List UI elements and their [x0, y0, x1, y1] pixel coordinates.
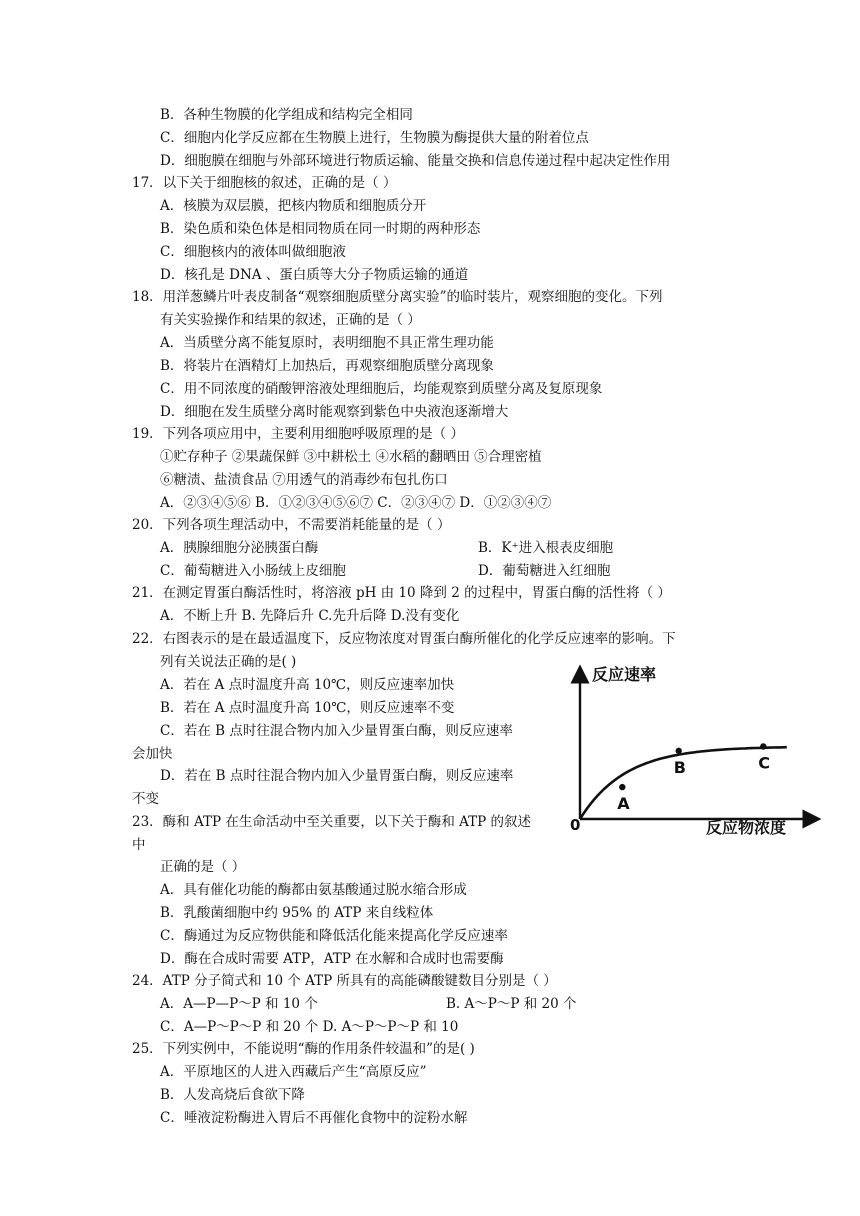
q24-stem: 24．ATP 分子简式和 10 个 ATP 所具有的高能磷酸键数目分别是（ ）: [132, 973, 557, 989]
q17-option-b: B．染色质和染色体是相同物质在同一时期的两种形态: [160, 221, 481, 237]
q18-stem-line1: 18．用洋葱鳞片叶表皮制备“观察细胞质壁分离实验”的临时装片，观察细胞的变化。下列: [132, 289, 663, 305]
q17-option-d: D．核孔是 DNA 、蛋白质等大分子物质运输的通道: [160, 267, 469, 283]
q18-stem-line2: 有关实验操作和结果的叙述，正确的是（ ）: [160, 312, 421, 328]
q23-option-b: B．乳酸菌细胞中约 95% 的 ATP 来自线粒体: [160, 905, 434, 921]
q19-items-line1: ①贮存种子 ②果蔬保鲜 ③中耕松土 ④水稻的翻晒田 ⑤合理密植: [160, 449, 542, 465]
q18-option-b: B．将装片在酒精灯上加热后，再观察细胞质壁分离现象: [160, 358, 494, 374]
q18-option-d: D．细胞在发生质壁分离时能观察到紫色中央液泡逐渐增大: [160, 404, 509, 420]
q23-stem-wrap: 中: [132, 837, 146, 853]
q20-option-d: D．葡萄糖进入红细胞: [478, 563, 611, 579]
q20-stem: 20．下列各项生理活动中，不需要消耗能量的是（ ）: [132, 517, 451, 533]
q21-options: A．不断上升 B. 先降后升 C.先升后降 D.没有变化: [160, 608, 460, 624]
q23-option-c: C．酶通过为反应物供能和降低活化能来提高化学反应速率: [160, 928, 508, 944]
q17-option-a: A．核膜为双层膜，把核内物质和细胞质分开: [160, 198, 427, 214]
prev-option-b: B．各种生物膜的化学组成和结构完全相同: [160, 107, 413, 123]
q22-option-c-line2: 会加快: [132, 746, 173, 762]
q20-option-a: A．胰腺细胞分泌胰蛋白酶: [160, 540, 319, 556]
q24-option-b: B. A～P～P 和 20 个: [446, 996, 577, 1012]
reaction-rate-chart: [560, 656, 822, 842]
q23-stem-line1: 23．酶和 ATP 在生命活动中至关重要，以下关于酶和 ATP 的叙述: [132, 814, 532, 830]
q25-option-a: A．平原地区的人进入西藏后产生“高原反应”: [160, 1064, 427, 1080]
point-label-b: B: [673, 757, 686, 777]
q24-options-cd: C．A—P～P～P 和 20 个 D. A～P～P～P 和 10: [160, 1019, 459, 1035]
prev-option-c: C．细胞内化学反应都在生物膜上进行，生物膜为酶提供大量的附着位点: [160, 130, 589, 146]
q25-option-b: B．人发高烧后食欲下降: [160, 1087, 305, 1103]
q17-stem: 17．以下关于细胞核的叙述，正确的是（ ）: [132, 175, 397, 191]
y-axis-label: 反应速率: [592, 665, 657, 684]
point-label-c: C: [758, 753, 771, 773]
q20-option-c: C．葡萄糖进入小肠绒上皮细胞: [160, 563, 346, 579]
q18-option-c: C．用不同浓度的硝酸钾溶液处理细胞后，均能观察到质壁分离及复原现象: [160, 381, 603, 397]
q20-option-b: B．K⁺进入根表皮细胞: [478, 540, 614, 556]
q17-option-c: C．细胞核内的液体叫做细胞液: [160, 244, 346, 260]
q25-option-c: C．唾液淀粉酶进入胃后不再催化食物中的淀粉水解: [160, 1110, 468, 1126]
q22-stem-line1: 22．右图表示的是在最适温度下，反应物浓度对胃蛋白酶所催化的化学反应速率的影响。下: [132, 631, 676, 647]
q22-stem-line2: 列有关说法正确的是( ): [160, 654, 297, 670]
q19-options: A．②③④⑤⑥ B．①②③④⑤⑥⑦ C．②③④⑦ D．①②③④⑦: [160, 495, 552, 511]
q19-stem: 19．下列各项应用中，主要利用细胞呼吸原理的是（ ）: [132, 426, 464, 442]
q23-stem-line2: 正确的是（ ）: [160, 859, 246, 875]
q23-option-d: D．酶在合成时需要 ATP，ATP 在水解和合成时也需要酶: [160, 951, 504, 967]
q22-option-a: A．若在 A 点时温度升高 10℃，则反应速率加快: [160, 677, 455, 693]
q22-option-d-line2: 不变: [132, 791, 159, 807]
q21-stem: 21．在测定胃蛋白酶活性时，将溶液 pH 由 10 降到 2 的过程中，胃蛋白酶的活性将（ ）: [132, 585, 671, 601]
q22-option-d-line1: D．若在 B 点时往混合物内加入少量胃蛋白酶，则反应速率: [160, 768, 514, 784]
prev-option-d: D．细胞膜在细胞与外部环境进行物质运输、能量交换和信息传递过程中起决定性作用: [160, 153, 671, 169]
point-label-a: A: [617, 794, 630, 814]
q23-option-a: A．具有催化功能的酶都由氨基酸通过脱水缩合形成: [160, 882, 467, 898]
q25-stem: 25．下列实例中，不能说明“酶的作用条件较温和”的是( ): [132, 1041, 475, 1057]
point-b: [676, 748, 682, 754]
q24-option-a: A．A—P—P～P 和 10 个: [160, 996, 318, 1012]
point-a: [619, 784, 625, 790]
point-c: [760, 743, 766, 749]
x-axis-label: 反应物浓度: [706, 818, 787, 837]
q18-option-a: A．当质壁分离不能复原时，表明细胞不具正常生理功能: [160, 335, 494, 351]
q19-items-line2: ⑥糖渍、盐渍食品 ⑦用透气的消毒纱布包扎伤口: [160, 472, 448, 488]
origin-label: 0: [570, 816, 581, 834]
q22-option-b: B．若在 A 点时温度升高 10℃，则反应速率不变: [160, 700, 455, 716]
q22-option-c-line1: C．若在 B 点时往混合物内加入少量胃蛋白酶，则反应速率: [160, 723, 513, 739]
